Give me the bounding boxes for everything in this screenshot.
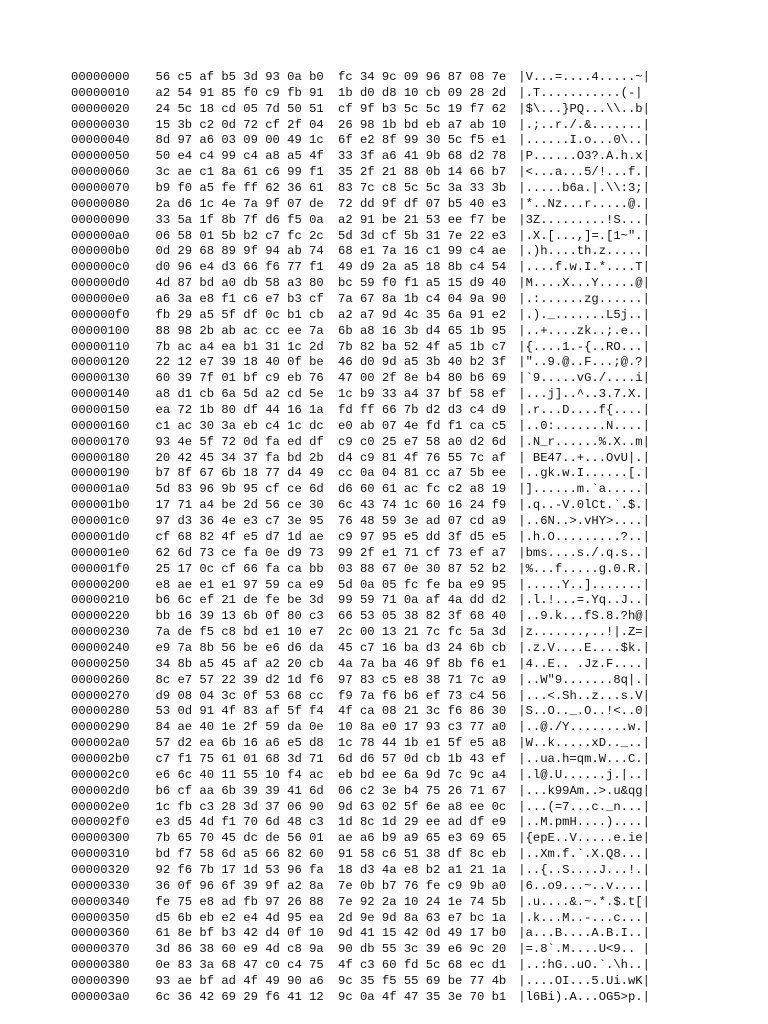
row-hex-bytes-second-half: 4f ca 08 21 3c f6 86 30 — [338, 704, 507, 719]
row-hex-bytes-first-half: 5d 83 96 9b 95 cf ce 6d — [155, 482, 324, 497]
row-offset: 00000130 — [71, 371, 130, 386]
hexdump-row — [71, 974, 650, 990]
row-offset: 00000010 — [71, 85, 130, 100]
row-ascii: |*..Nz...r.....@.| — [518, 196, 650, 211]
hexdump-row — [71, 419, 650, 435]
row-ascii: |..9.k...fS.8.?h@| — [518, 609, 650, 624]
row-hex-bytes-first-half: fe 75 e8 ad fb 97 26 88 — [155, 894, 324, 909]
row-hex-bytes-second-half: 06 c2 3e b4 75 26 71 67 — [338, 783, 507, 798]
row-hex-bytes-second-half: a2 a7 9d 4c 35 6a 91 e2 — [338, 307, 507, 322]
row-hex-bytes-first-half: 7b 65 70 45 dc de 56 01 — [155, 831, 324, 846]
row-hex-bytes-first-half: 92 f6 7b 17 1d 53 96 fa — [155, 862, 324, 877]
row-hex-bytes-first-half: 2a d6 1c 4e 7a 9f 07 de — [155, 196, 324, 211]
hexdump-row — [71, 102, 650, 118]
row-ascii: |...<.Sh..z...s.V| — [518, 688, 650, 703]
row-hex-bytes-second-half: 2c 00 13 21 7c fc 5a 3d — [338, 625, 507, 640]
row-hex-bytes-second-half: 83 7c c8 5c 5c 3a 33 3b — [338, 181, 507, 196]
row-offset: 00000070 — [71, 181, 130, 196]
row-hex-bytes-first-half: e3 d5 4d f1 70 6d 48 c3 — [155, 815, 324, 830]
row-hex-bytes-first-half: 84 ae 40 1e 2f 59 da 0e — [155, 720, 324, 735]
hexdump-row — [71, 466, 650, 482]
row-hex-bytes-first-half: 93 ae bf ad 4f 49 90 a6 — [155, 973, 324, 988]
hexdump-row — [71, 149, 650, 165]
hexdump-row — [71, 800, 650, 816]
hexdump-row — [71, 498, 650, 514]
row-hex-bytes-second-half: 46 d0 9d a5 3b 40 b2 3f — [338, 355, 507, 370]
row-hex-bytes-second-half: 6f e2 8f 99 30 5c f5 e1 — [338, 133, 507, 148]
row-hex-bytes-second-half: 26 98 1b bd eb a7 ab 10 — [338, 117, 507, 132]
row-ascii: |l6Bi).A...OG5>p.| — [518, 989, 650, 1004]
row-hex-bytes-second-half: 2d 9e 9d 8a 63 e7 bc 1a — [338, 910, 507, 925]
row-hex-bytes-second-half: 49 d9 2a a5 18 8b c4 54 — [338, 260, 507, 275]
row-ascii: |.u....&.~.*.$.t[| — [518, 894, 650, 909]
row-ascii: |......I.o...0\..| — [518, 133, 650, 148]
row-offset: 00000140 — [71, 387, 130, 402]
row-ascii: |.:......zg......| — [518, 292, 650, 307]
row-hex-bytes-second-half: 1d 8c 1d 29 ee ad df e9 — [338, 815, 507, 830]
row-offset: 00000220 — [71, 609, 130, 624]
hexdump-row — [71, 784, 650, 800]
row-ascii: |V...=....4.....~| — [518, 70, 650, 84]
row-hex-bytes-second-half: f9 7a f6 b6 ef 73 c4 56 — [338, 688, 507, 703]
row-offset: 000001a0 — [71, 482, 130, 497]
row-hex-bytes-second-half: cc 0a 04 81 cc a7 5b ee — [338, 466, 507, 481]
hexdump-row — [71, 863, 650, 879]
row-hex-bytes-first-half: 60 39 7f 01 bf c9 eb 76 — [155, 371, 324, 386]
hexdump-row — [71, 609, 650, 625]
row-hex-bytes-second-half: 91 58 c6 51 38 df 8c eb — [338, 847, 507, 862]
row-ascii: |.z.V....E....$k.| — [518, 640, 650, 655]
row-ascii: |.....b6a.|.\\:3;| — [518, 181, 650, 196]
row-hex-bytes-first-half: ea 72 1b 80 df 44 16 1a — [155, 403, 324, 418]
row-ascii: |..gk.w.I......[.| — [518, 466, 650, 481]
hexdump-row — [71, 895, 650, 911]
hexdump-row — [71, 118, 650, 134]
row-hex-bytes-second-half: 6d d6 57 0d cb 1b 43 ef — [338, 751, 507, 766]
row-hex-bytes-first-half: a8 d1 cb 6a 5d a2 cd 5e — [155, 387, 324, 402]
row-offset: 00000090 — [71, 212, 130, 227]
hexdump-row — [71, 387, 650, 403]
row-offset: 00000380 — [71, 958, 130, 973]
hexdump-row — [71, 657, 650, 673]
row-hex-bytes-second-half: 1b d0 d8 10 cb 09 28 2d — [338, 85, 507, 100]
row-ascii: |.T...........(-| — [518, 85, 643, 100]
row-hex-bytes-first-half: e9 7a 8b 56 be e6 d6 da — [155, 640, 324, 655]
row-ascii: |4..E.. .Jz.F....| — [518, 656, 650, 671]
row-offset: 00000160 — [71, 418, 130, 433]
row-offset: 00000040 — [71, 133, 130, 148]
row-offset: 00000270 — [71, 688, 130, 703]
hexdump-row — [71, 990, 650, 1006]
row-ascii: |]......m.`a.....| — [518, 482, 650, 497]
row-hex-bytes-second-half: 9c 35 f5 55 69 be 77 4b — [338, 973, 507, 988]
hexdump-row — [71, 244, 650, 260]
hexdump-row — [71, 847, 650, 863]
hexdump-row — [71, 942, 650, 958]
row-offset: 000002c0 — [71, 767, 130, 782]
row-hex-bytes-second-half: 7b 82 ba 52 4f a5 1b c7 — [338, 339, 507, 354]
row-ascii: |....f.w.I.*....T| — [518, 260, 650, 275]
row-hex-bytes-first-half: 20 42 45 34 37 fa bd 2b — [155, 450, 324, 465]
row-ascii: |.h.O.........?..| — [518, 529, 650, 544]
row-offset: 00000180 — [71, 450, 130, 465]
row-offset: 000000d0 — [71, 276, 130, 291]
row-hex-bytes-first-half: fb 29 a5 5f df 0c b1 cb — [155, 307, 324, 322]
row-offset: 000002f0 — [71, 815, 130, 830]
hexdump-row — [71, 673, 650, 689]
row-ascii: |..{..S....J...!.| — [518, 862, 650, 877]
hexdump-row — [71, 260, 650, 276]
hexdump-row — [71, 276, 650, 292]
row-hex-bytes-first-half: 7a de f5 c8 bd e1 10 e7 — [155, 625, 324, 640]
row-ascii: |..M.pmH....)....| — [518, 815, 650, 830]
row-hex-bytes-first-half: 7b ac a4 ea b1 31 1c 2d — [155, 339, 324, 354]
row-ascii: |=.8`.M....U<9.. | — [518, 942, 650, 957]
row-hex-bytes-second-half: 18 d3 4a e8 b2 a1 21 1a — [338, 862, 507, 877]
row-hex-bytes-second-half: fd ff 66 7b d2 d3 c4 d9 — [338, 403, 507, 418]
hexdump-row — [71, 308, 650, 324]
row-ascii: |S..O.._.O..!<..0| — [518, 704, 650, 719]
row-hex-bytes-first-half: 57 d2 ea 6b 16 a6 e5 d8 — [155, 736, 324, 751]
hexdump-row — [71, 355, 650, 371]
row-offset: 00000050 — [71, 149, 130, 164]
row-offset: 00000370 — [71, 942, 130, 957]
row-hex-bytes-second-half: 76 48 59 3e ad 07 cd a9 — [338, 514, 507, 529]
hexdump-row — [71, 229, 650, 245]
row-hex-bytes-first-half: bd f7 58 6d a5 66 82 60 — [155, 847, 324, 862]
row-hex-bytes-first-half: e8 ae e1 e1 97 59 ca e9 — [155, 577, 324, 592]
row-hex-bytes-first-half: b9 f0 a5 fe ff 62 36 61 — [155, 181, 324, 196]
row-hex-bytes-second-half: 35 2f 21 88 0b 14 66 b7 — [338, 165, 507, 180]
hexdump-row — [71, 70, 650, 86]
row-offset: 00000100 — [71, 323, 130, 338]
row-hex-bytes-second-half: 72 dd 9f df 07 b5 40 e3 — [338, 196, 507, 211]
row-offset: 00000210 — [71, 593, 130, 608]
row-ascii: |W..k.....xD.._..| — [518, 736, 650, 751]
row-offset: 00000250 — [71, 656, 130, 671]
hexdump-row — [71, 435, 650, 451]
hexdump-row — [71, 958, 650, 974]
row-offset: 00000320 — [71, 862, 130, 877]
row-ascii: |.)h....th.z.....| — [518, 244, 650, 259]
row-hex-bytes-first-half: 15 3b c2 0d 72 cf 2f 04 — [155, 117, 324, 132]
row-hex-bytes-second-half: 9d 41 15 42 0d 49 17 b0 — [338, 926, 507, 941]
row-hex-bytes-first-half: 33 5a 1f 8b 7f d6 f5 0a — [155, 212, 324, 227]
row-ascii: |..6N..>.vHY>....| — [518, 514, 650, 529]
row-hex-bytes-second-half: eb bd ee 6a 9d 7c 9c a4 — [338, 767, 507, 782]
hexdump-row — [71, 546, 650, 562]
row-ascii: |6..o9...~..v....| — [518, 878, 650, 893]
row-offset: 00000260 — [71, 672, 130, 687]
row-hex-bytes-second-half: fc 34 9c 09 96 87 08 7e — [338, 70, 507, 84]
row-hex-bytes-second-half: 5d 0a 05 fc fe ba e9 95 — [338, 577, 507, 592]
row-ascii: |...j]..^..3.7.X.| — [518, 387, 650, 402]
hexdump-row — [71, 165, 650, 181]
row-hex-bytes-second-half: e0 ab 07 4e fd f1 ca c5 — [338, 418, 507, 433]
hexdump-row — [71, 133, 650, 149]
row-offset: 000000b0 — [71, 244, 130, 259]
row-hex-bytes-second-half: 1c 78 44 1b e1 5f e5 a8 — [338, 736, 507, 751]
hexdump-row — [71, 815, 650, 831]
row-ascii: |.....Y..].......| — [518, 577, 650, 592]
row-ascii: |{epE..V.....e.ie| — [518, 831, 650, 846]
row-hex-bytes-first-half: 97 d3 36 4e e3 c7 3e 95 — [155, 514, 324, 529]
hexdump-row — [71, 752, 650, 768]
hexdump-row — [71, 292, 650, 308]
row-ascii: |....OI...5.Ui.wK| — [518, 973, 650, 988]
row-offset: 00000030 — [71, 117, 130, 132]
row-offset: 00000060 — [71, 165, 130, 180]
hexdump-row — [71, 340, 650, 356]
hexdump-row — [71, 530, 650, 546]
row-hex-bytes-second-half: 90 db 55 3c 39 e6 9c 20 — [338, 942, 507, 957]
row-hex-bytes-first-half: 17 71 a4 be 2d 56 ce 30 — [155, 498, 324, 513]
row-offset: 00000000 — [71, 70, 130, 84]
hexdump-row — [71, 926, 650, 942]
row-offset: 00000330 — [71, 878, 130, 893]
row-hex-bytes-first-half: a2 54 91 85 f0 c9 fb 91 — [155, 85, 324, 100]
row-offset: 00000360 — [71, 926, 130, 941]
row-hex-bytes-second-half: 7a 67 8a 1b c4 04 9a 90 — [338, 292, 507, 307]
hexdump-row — [71, 213, 650, 229]
row-hex-bytes-first-half: 53 0d 91 4f 83 af 5f f4 — [155, 704, 324, 719]
row-ascii: |"..9.@..F...;@.?| — [518, 355, 650, 370]
row-hex-bytes-first-half: bb 16 39 13 6b 0f 80 c3 — [155, 609, 324, 624]
row-offset: 000000e0 — [71, 292, 130, 307]
hexdump-row — [71, 720, 650, 736]
row-hex-bytes-first-half: b7 8f 67 6b 18 77 d4 49 — [155, 466, 324, 481]
row-offset: 000000a0 — [71, 228, 130, 243]
row-hex-bytes-first-half: c1 ac 30 3a eb c4 1c dc — [155, 418, 324, 433]
hexdump-row — [71, 704, 650, 720]
hexdump-row — [71, 879, 650, 895]
hexdump-row — [71, 403, 650, 419]
row-ascii: |..0:.......N....| — [518, 418, 650, 433]
row-hex-bytes-first-half: 3c ae c1 8a 61 c6 99 f1 — [155, 165, 324, 180]
row-offset: 00000390 — [71, 973, 130, 988]
row-offset: 000002d0 — [71, 783, 130, 798]
row-hex-bytes-first-half: 1c fb c3 28 3d 37 06 90 — [155, 799, 324, 814]
row-hex-bytes-second-half: 7e 92 2a 10 24 1e 74 5b — [338, 894, 507, 909]
row-hex-bytes-first-half: 34 8b a5 45 af a2 20 cb — [155, 656, 324, 671]
row-hex-bytes-first-half: 61 8e bf b3 42 d4 0f 10 — [155, 926, 324, 941]
row-offset: 00000190 — [71, 466, 130, 481]
row-offset: 00000020 — [71, 101, 130, 116]
row-offset: 00000240 — [71, 640, 130, 655]
row-ascii: |M....X...Y.....@| — [518, 276, 650, 291]
hexdump-view — [71, 70, 650, 1006]
row-hex-bytes-first-half: 24 5c 18 cd 05 7d 50 51 — [155, 101, 324, 116]
row-ascii: |{....1.-{..RO...| — [518, 339, 650, 354]
row-ascii: |%...f.....g.0.R.| — [518, 561, 650, 576]
row-hex-bytes-first-half: 6c 36 42 69 29 f6 41 12 — [155, 989, 324, 1004]
row-offset: 00000120 — [71, 355, 130, 370]
row-offset: 000001c0 — [71, 514, 130, 529]
row-offset: 00000310 — [71, 847, 130, 862]
row-hex-bytes-first-half: c7 f1 75 61 01 68 3d 71 — [155, 751, 324, 766]
row-offset: 000001d0 — [71, 529, 130, 544]
row-ascii: |..:hG..uO.`.\h..| — [518, 958, 650, 973]
row-hex-bytes-second-half: 68 e1 7a 16 c1 99 c4 ae — [338, 244, 507, 259]
row-hex-bytes-first-half: b6 6c ef 21 de fe be 3d — [155, 593, 324, 608]
row-offset: 00000350 — [71, 910, 130, 925]
row-hex-bytes-first-half: 22 12 e7 39 18 40 0f be — [155, 355, 324, 370]
hexdump-row — [71, 689, 650, 705]
hexdump-row — [71, 514, 650, 530]
row-hex-bytes-second-half: c9 97 95 e5 dd 3f d5 e5 — [338, 529, 507, 544]
row-hex-bytes-second-half: bc 59 f0 f1 a5 15 d9 40 — [338, 276, 507, 291]
row-hex-bytes-second-half: 9d 63 02 5f 6e a8 ee 0c — [338, 799, 507, 814]
row-offset: 00000280 — [71, 704, 130, 719]
row-hex-bytes-second-half: cf 9f b3 5c 5c 19 f7 62 — [338, 101, 507, 116]
row-ascii: |.l.!...=.Yq..J..| — [518, 593, 650, 608]
row-offset: 00000200 — [71, 577, 130, 592]
hexdump-row — [71, 593, 650, 609]
row-offset: 000001b0 — [71, 498, 130, 513]
row-ascii: |.r...D....f{....| — [518, 403, 650, 418]
row-ascii: |`9.....vG./....i| — [518, 371, 650, 386]
row-ascii: |.l@.U......j.|..| — [518, 767, 650, 782]
hexdump-row — [71, 831, 650, 847]
row-ascii: |.X.[...,]=.[1~".| — [518, 228, 650, 243]
row-hex-bytes-second-half: 66 53 05 38 82 3f 68 40 — [338, 609, 507, 624]
hexdump-row — [71, 451, 650, 467]
row-offset: 000000c0 — [71, 260, 130, 275]
row-hex-bytes-first-half: 25 17 0c cf 66 fa ca bb — [155, 561, 324, 576]
row-ascii: |..+....zk..;.e..| — [518, 323, 650, 338]
hexdump-row — [71, 641, 650, 657]
row-offset: 000000f0 — [71, 307, 130, 322]
row-hex-bytes-second-half: 99 2f e1 71 cf 73 ef a7 — [338, 545, 507, 560]
row-hex-bytes-first-half: 50 e4 c4 99 c4 a8 a5 4f — [155, 149, 324, 164]
row-hex-bytes-second-half: 03 88 67 0e 30 87 52 b2 — [338, 561, 507, 576]
row-hex-bytes-first-half: 36 0f 96 6f 39 9f a2 8a — [155, 878, 324, 893]
row-ascii: |..W"9.......8q|.| — [518, 672, 650, 687]
row-hex-bytes-second-half: 9c 0a 4f 47 35 3e 70 b1 — [338, 989, 507, 1004]
row-hex-bytes-second-half: 6c 43 74 1c 60 16 24 f9 — [338, 498, 507, 513]
row-hex-bytes-first-half: 93 4e 5f 72 0d fa ed df — [155, 434, 324, 449]
row-hex-bytes-second-half: 6b a8 16 3b d4 65 1b 95 — [338, 323, 507, 338]
row-hex-bytes-first-half: a6 3a e8 f1 c6 e7 b3 cf — [155, 292, 324, 307]
row-hex-bytes-second-half: 1c b9 33 a4 37 bf 58 ef — [338, 387, 507, 402]
row-hex-bytes-second-half: 47 00 2f 8e b4 80 b6 69 — [338, 371, 507, 386]
row-ascii: |...(=7...c._n...| — [518, 799, 650, 814]
row-hex-bytes-first-half: d5 6b eb e2 e4 4d 95 ea — [155, 910, 324, 925]
row-hex-bytes-second-half: d6 60 61 ac fc c2 a8 19 — [338, 482, 507, 497]
row-hex-bytes-second-half: 33 3f a6 41 9b 68 d2 78 — [338, 149, 507, 164]
row-hex-bytes-first-half: e6 6c 40 11 55 10 f4 ac — [155, 767, 324, 782]
row-hex-bytes-first-half: 3d 86 38 60 e9 4d c8 9a — [155, 942, 324, 957]
row-ascii: |.k...M..-...c...| — [518, 910, 650, 925]
hexdump-row — [71, 197, 650, 213]
row-offset: 000002a0 — [71, 736, 130, 751]
row-offset: 00000080 — [71, 196, 130, 211]
row-hex-bytes-first-half: 4d 87 bd a0 db 58 a3 80 — [155, 276, 324, 291]
row-offset: 000002b0 — [71, 751, 130, 766]
row-hex-bytes-first-half: 88 98 2b ab ac cc ee 7a — [155, 323, 324, 338]
row-hex-bytes-second-half: 4f c3 60 fd 5c 68 ec d1 — [338, 958, 507, 973]
row-ascii: |z.......,..!|.Z=| — [518, 625, 650, 640]
row-ascii: |3Z.........!S...| — [518, 212, 650, 227]
row-hex-bytes-second-half: 7e 0b b7 76 fe c9 9b a0 — [338, 878, 507, 893]
row-offset: 000003a0 — [71, 989, 130, 1004]
row-offset: 00000340 — [71, 894, 130, 909]
row-ascii: |.N_r......%.X..m| — [518, 434, 650, 449]
row-hex-bytes-second-half: a2 91 be 21 53 ee f7 be — [338, 212, 507, 227]
row-ascii: |..ua.h=qm.W...C.| — [518, 751, 650, 766]
hexdump-row — [71, 562, 650, 578]
row-ascii: |..Xm.f.`.X.Q8...| — [518, 847, 650, 862]
row-ascii: |..@./Y........w.| — [518, 720, 650, 735]
row-hex-bytes-first-half: d9 08 04 3c 0f 53 68 cc — [155, 688, 324, 703]
row-offset: 00000230 — [71, 625, 130, 640]
hexdump-row — [71, 482, 650, 498]
row-hex-bytes-second-half: 99 59 71 0a af 4a dd d2 — [338, 593, 507, 608]
hexdump-row — [71, 181, 650, 197]
row-hex-bytes-first-half: 56 c5 af b5 3d 93 0a b0 — [155, 70, 324, 84]
hexdump-row — [71, 768, 650, 784]
row-hex-bytes-first-half: cf 68 82 4f e5 d7 1d ae — [155, 529, 324, 544]
row-hex-bytes-first-half: 8c e7 57 22 39 d2 1d f6 — [155, 672, 324, 687]
row-hex-bytes-first-half: d0 96 e4 d3 66 f6 77 f1 — [155, 260, 324, 275]
row-ascii: |.)._.......L5j..| — [518, 307, 650, 322]
row-ascii: | BE47..+...OvU|.| — [518, 450, 650, 465]
row-hex-bytes-second-half: 45 c7 16 ba d3 24 6b cb — [338, 640, 507, 655]
row-ascii: |<...a...5/!...f.| — [518, 165, 650, 180]
row-hex-bytes-first-half: 8d 97 a6 03 09 00 49 1c — [155, 133, 324, 148]
hexdump-row — [71, 371, 650, 387]
row-hex-bytes-second-half: c9 c0 25 e7 58 a0 d2 6d — [338, 434, 507, 449]
row-hex-bytes-first-half: 06 58 01 5b b2 c7 fc 2c — [155, 228, 324, 243]
row-ascii: |.;..r./.&.......| — [518, 117, 650, 132]
row-hex-bytes-first-half: b6 cf aa 6b 39 39 41 6d — [155, 783, 324, 798]
row-ascii: |a...B....A.B.I..| — [518, 926, 650, 941]
hexdump-row — [71, 911, 650, 927]
hexdump-row — [71, 578, 650, 594]
row-hex-bytes-first-half: 62 6d 73 ce fa 0e d9 73 — [155, 545, 324, 560]
row-hex-bytes-second-half: d4 c9 81 4f 76 55 7c af — [338, 450, 507, 465]
row-ascii: |...k99Am..>.u&qg| — [518, 783, 650, 798]
row-hex-bytes-second-half: 4a 7a ba 46 9f 8b f6 e1 — [338, 656, 507, 671]
row-ascii: |$\...}PQ...\\..b| — [518, 101, 650, 116]
row-offset: 000002e0 — [71, 799, 130, 814]
row-ascii: |.q..-V.0lCt.`.$.| — [518, 498, 650, 513]
row-hex-bytes-first-half: 0e 83 3a 68 47 c0 c4 75 — [155, 958, 324, 973]
row-offset: 00000170 — [71, 434, 130, 449]
hexdump-row — [71, 324, 650, 340]
row-offset: 000001f0 — [71, 561, 130, 576]
hexdump-row — [71, 736, 650, 752]
row-ascii: |P......O3?.A.h.x| — [518, 149, 650, 164]
row-hex-bytes-second-half: 10 8a e0 17 93 c3 77 a0 — [338, 720, 507, 735]
row-hex-bytes-second-half: 5d 3d cf 5b 31 7e 22 e3 — [338, 228, 507, 243]
row-offset: 00000110 — [71, 339, 130, 354]
row-offset: 00000290 — [71, 720, 130, 735]
hexdump-row — [71, 625, 650, 641]
row-ascii: |bms....s./.q.s..| — [518, 545, 650, 560]
row-hex-bytes-first-half: 0d 29 68 89 9f 94 ab 74 — [155, 244, 324, 259]
row-offset: 00000150 — [71, 403, 130, 418]
row-offset: 00000300 — [71, 831, 130, 846]
hexdump-row — [71, 86, 650, 102]
row-hex-bytes-second-half: ae a6 b9 a9 65 e3 69 65 — [338, 831, 507, 846]
row-offset: 000001e0 — [71, 545, 130, 560]
row-hex-bytes-second-half: 97 83 c5 e8 38 71 7c a9 — [338, 672, 507, 687]
